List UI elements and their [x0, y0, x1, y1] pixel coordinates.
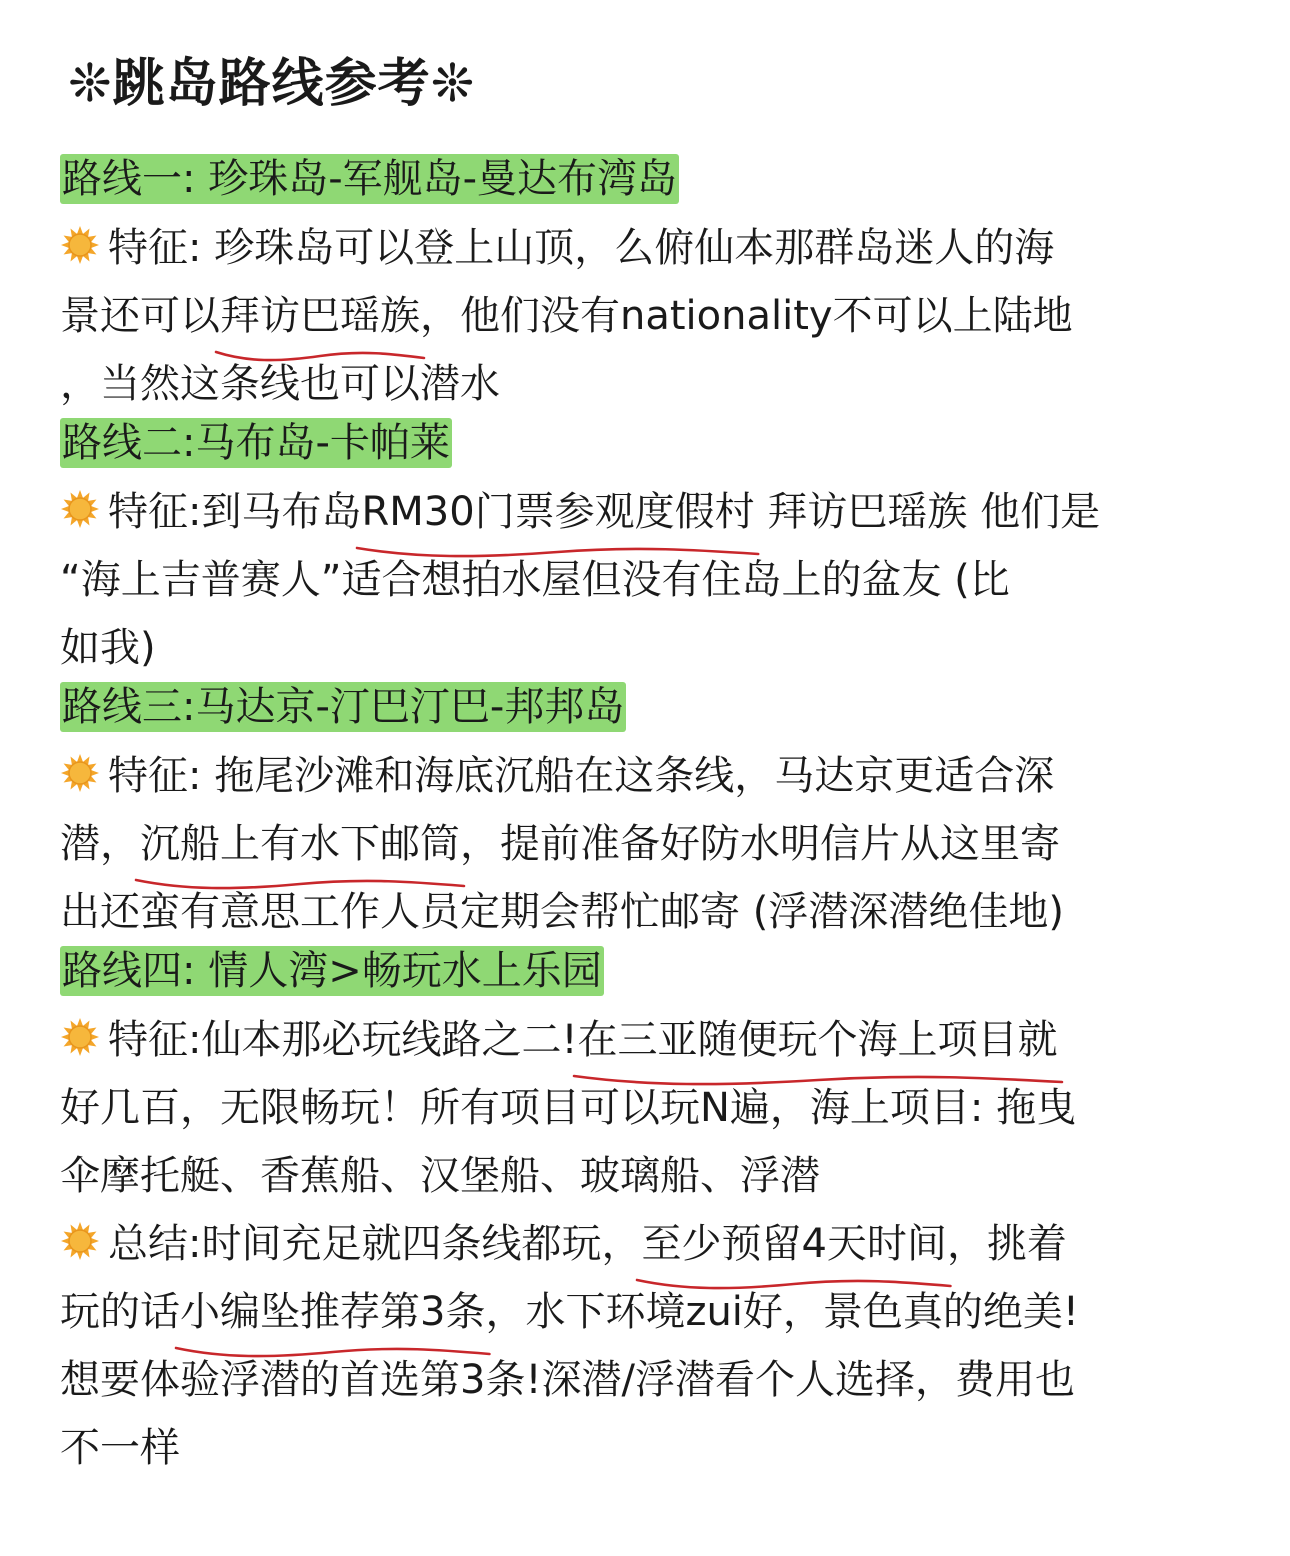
route-description [60, 1006, 1230, 1210]
text-segment: 不一样 [60, 1425, 180, 1471]
route-heading: 路线三:马达京-汀巴汀巴-邦邦岛 [62, 684, 625, 730]
sun-icon [60, 1221, 100, 1261]
underlined-text [140, 810, 460, 878]
underlined-text-content: 小编坠推荐第3条 [180, 1289, 486, 1335]
text-segment: 好几百，无限畅玩！所有项目可以玩N遍，海上项目: 拖曳 [60, 1085, 1077, 1131]
text-segment: 玩的话 [60, 1289, 180, 1335]
text-line [60, 1006, 1230, 1074]
text-segment: ，挑着 [946, 1221, 1067, 1267]
route-heading: 路线一: 珍珠岛-军舰岛-曼达布湾岛 [62, 156, 678, 202]
text-segment: ，水下环境zui好，景色真的绝美! [485, 1289, 1079, 1335]
text-segment: 总结:时间充足就四条线都玩， [108, 1221, 642, 1267]
text-segment: 特征:仙本那必玩线路之二! [108, 1017, 578, 1063]
text-line [60, 1142, 1230, 1210]
underlined-text-content: 拜访巴瑶族 [220, 293, 420, 339]
red-underline [637, 1274, 950, 1292]
route-block [60, 682, 1230, 946]
text-line [60, 742, 1230, 810]
route-block [60, 154, 1230, 418]
route-heading-row [60, 682, 1230, 742]
red-underline [357, 542, 758, 560]
route-heading-row [60, 154, 1230, 214]
sun-icon [60, 489, 100, 529]
text-segment: 特征:到马布岛 [108, 489, 362, 535]
underlined-text-content: 在三亚随便玩个海上项目就 [577, 1017, 1058, 1063]
route-description [60, 742, 1230, 946]
underlined-text [220, 282, 420, 350]
text-segment: 拜访巴瑶族 他们是 [754, 489, 1101, 535]
text-line [60, 282, 1230, 350]
summary [60, 1210, 1230, 1482]
text-segment: 伞摩托艇、香蕉船、汉堡船、玻璃船、浮潜 [60, 1153, 820, 1199]
underlined-text [578, 1006, 1058, 1074]
route-list [60, 154, 1230, 1482]
text-line [60, 1414, 1230, 1482]
text-line [60, 810, 1230, 878]
red-underline [176, 1342, 489, 1360]
text-segment: “海上吉普赛人”适合想拍水屋但没有住岛上的盆友 (比 [60, 557, 1010, 603]
text-segment: 潜， [60, 821, 140, 867]
text-line [60, 614, 1230, 682]
text-line [60, 478, 1230, 546]
underlined-text [361, 478, 754, 546]
text-segment: 特征: 拖尾沙滩和海底沉船在这条线，马达京更适合深 [108, 753, 1055, 799]
route-block [60, 418, 1230, 682]
route-description [60, 214, 1230, 418]
red-underline [216, 346, 424, 364]
text-segment: 出还蛮有意思工作人员定期会帮忙邮寄 (浮潜深潜绝佳地) [60, 889, 1064, 935]
route-block [60, 946, 1230, 1210]
sun-icon [60, 225, 100, 265]
sun-icon [60, 753, 100, 793]
text-segment: 想要体验浮潜的首选第3条!深潜/浮潜看个人选择，费用也 [60, 1357, 1075, 1403]
underlined-text-content: 沉船上有水下邮筒 [140, 821, 460, 867]
text-segment: 景还可以 [60, 293, 220, 339]
red-underline [574, 1070, 1062, 1088]
underlined-text-content: RM30门票参观度假村 [361, 489, 755, 535]
underlined-text-content: 至少预留4天时间 [641, 1221, 947, 1267]
route-heading: 路线四: 情人湾>畅玩水上乐园 [62, 948, 602, 994]
sun-icon [60, 1017, 100, 1057]
underlined-text [641, 1210, 946, 1278]
text-segment: ，提前准备好防水明信片从这里寄 [460, 821, 1060, 867]
route-heading: 路线二:马布岛-卡帕莱 [62, 420, 450, 466]
route-description [60, 478, 1230, 682]
text-segment: ，他们没有nationality不可以上陆地 [420, 293, 1073, 339]
text-segment: 特征: 珍珠岛可以登上山顶，么俯仙本那群岛迷人的海 [108, 225, 1055, 271]
text-segment: ，当然这条线也可以潜水 [60, 361, 500, 407]
route-heading-row [60, 418, 1230, 478]
text-line [60, 214, 1230, 282]
route-heading-row [60, 946, 1230, 1006]
red-underline [136, 874, 464, 892]
underlined-text [180, 1278, 485, 1346]
page-title: ❊跳岛路线参考❊ [68, 54, 476, 114]
text-segment: 如我) [60, 625, 156, 671]
text-line [60, 1210, 1230, 1278]
